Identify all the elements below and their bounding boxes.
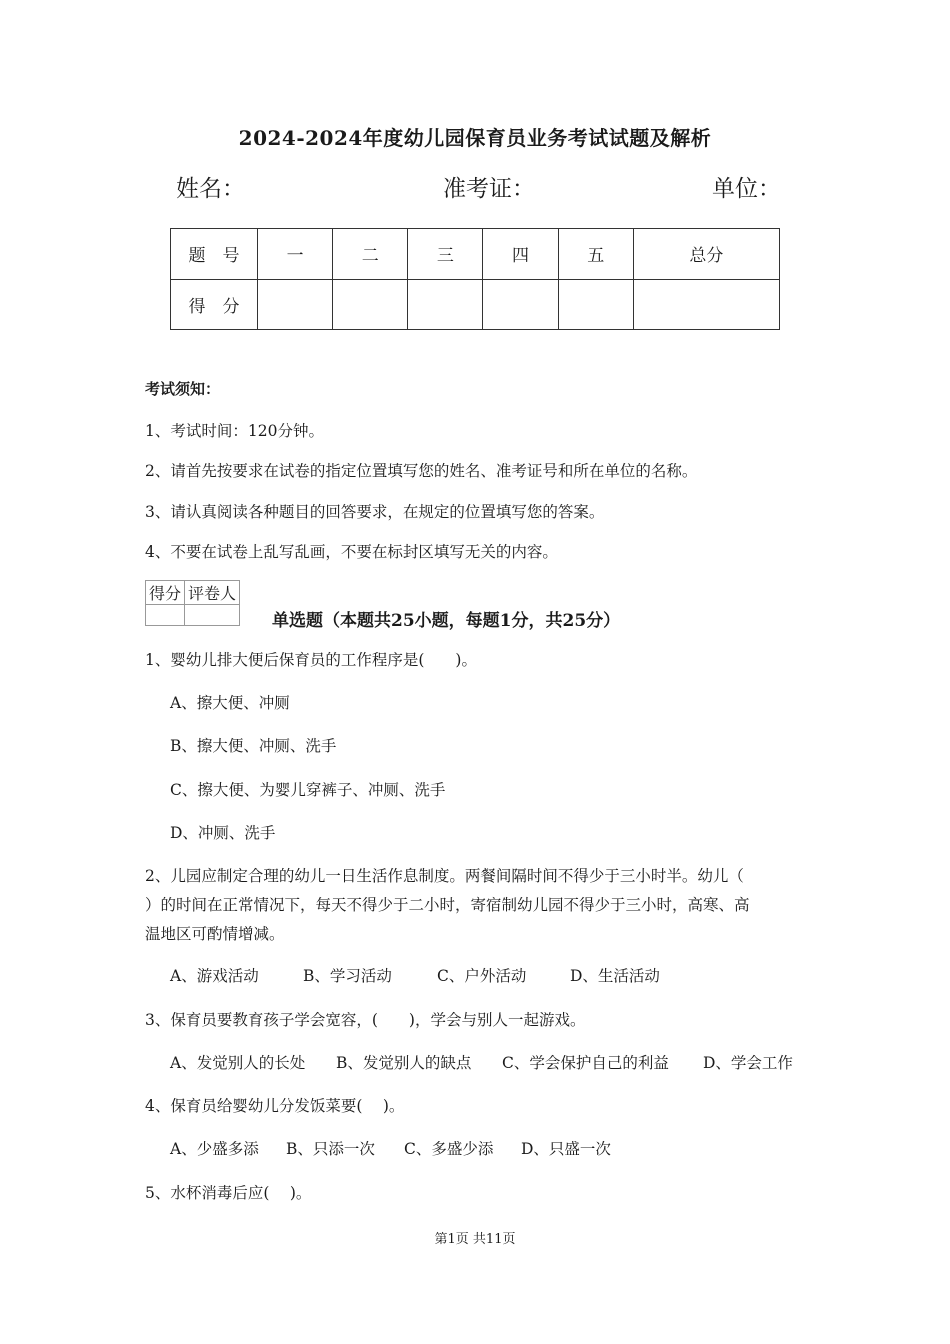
score-table-column: 总分 — [633, 229, 779, 280]
answer-option[interactable]: B、只添一次 — [286, 1140, 375, 1158]
answer-option[interactable]: D、生活活动 — [570, 967, 660, 985]
notice-item: 3、请认真阅读各种题目的回答要求，在规定的位置填写您的答案。 — [145, 503, 605, 521]
notice-title: 考试须知： — [145, 380, 221, 398]
score-table-column: 四 — [483, 229, 558, 280]
grader-score-label: 得分 — [146, 581, 185, 605]
answer-option[interactable]: C、多盛少添 — [404, 1140, 494, 1158]
score-cell[interactable] — [258, 279, 333, 330]
answer-option[interactable]: D、只盛一次 — [521, 1140, 611, 1158]
answer-option[interactable]: A、发觉别人的长处 — [170, 1054, 306, 1072]
question-text: 1、婴幼儿排大便后保育员的工作程序是( )。 — [145, 651, 477, 669]
answer-option[interactable]: A、擦大便、冲厕 — [170, 694, 290, 712]
notice-item: 4、不要在试卷上乱写乱画，不要在标封区填写无关的内容。 — [145, 543, 558, 561]
notice-item: 2、请首先按要求在试卷的指定位置填写您的姓名、准考证号和所在单位的名称。 — [145, 462, 698, 480]
answer-option[interactable]: C、擦大便、为婴儿穿裤子、冲厕、洗手 — [170, 781, 446, 799]
score-table-column: 三 — [408, 229, 483, 280]
answer-option[interactable]: D、学会工作 — [703, 1054, 793, 1072]
answer-option[interactable]: D、冲厕、洗手 — [170, 824, 276, 842]
answer-option[interactable]: B、发觉别人的缺点 — [336, 1054, 472, 1072]
question-text-line: 温地区可酌情增减。 — [145, 925, 285, 943]
answer-option[interactable]: A、游戏活动 — [170, 967, 259, 985]
notice-item: 1、考试时间：120分钟。 — [145, 422, 324, 440]
page-footer: 第1页 共11页 — [434, 1232, 516, 1247]
question-text: 4、保育员给婴幼儿分发饭菜要( )。 — [145, 1097, 405, 1115]
grader-score-cell[interactable] — [146, 605, 185, 626]
question-text: 3、保育员要教育孩子学会宽容，( )，学会与别人一起游戏。 — [145, 1011, 586, 1029]
section-heading: 单选题（本题共25小题，每题1分，共25分） — [272, 611, 621, 631]
answer-option[interactable]: B、擦大便、冲厕、洗手 — [170, 737, 337, 755]
score-cell[interactable] — [633, 279, 779, 330]
answer-option[interactable]: C、户外活动 — [437, 967, 527, 985]
score-cell[interactable] — [333, 279, 408, 330]
score-table-column: 一 — [258, 229, 333, 280]
answer-option-row — [170, 1051, 793, 1073]
question-text: 5、水杯消毒后应( )。 — [145, 1184, 312, 1202]
score-cell[interactable] — [558, 279, 633, 330]
unit-field-label: 单位： — [712, 176, 781, 202]
score-table-row-header: 题 号 — [171, 229, 258, 280]
score-table-column: 五 — [558, 229, 633, 280]
question-text-line: ）的时间在正常情况下，每天不得少于二小时，寄宿制幼儿园不得少于三小时，高寒、高 — [145, 896, 750, 914]
answer-option-row — [170, 964, 660, 986]
question-text-line: 2、儿园应制定合理的幼儿一日生活作息制度。两餐间隔时间不得少于三小时半。幼儿（ — [145, 867, 744, 885]
score-table — [170, 228, 780, 330]
answer-option[interactable]: C、学会保护自己的利益 — [502, 1054, 669, 1072]
grader-box — [145, 580, 240, 626]
answer-option-row — [170, 1137, 611, 1159]
score-cell[interactable] — [483, 279, 558, 330]
score-cell[interactable] — [408, 279, 483, 330]
answer-option[interactable]: A、少盛多添 — [170, 1140, 259, 1158]
score-table-row-header: 得 分 — [171, 279, 258, 330]
exam-id-field-label: 准考证： — [443, 176, 535, 202]
grader-name-cell[interactable] — [185, 605, 240, 626]
score-table-score-row — [171, 279, 780, 330]
score-table-header-row — [171, 229, 780, 280]
page-title: 2024-2024年度幼儿园保育员业务考试试题及解析 — [238, 126, 712, 150]
name-field-label: 姓名： — [176, 176, 245, 202]
score-table-column: 二 — [333, 229, 408, 280]
answer-option[interactable]: B、学习活动 — [303, 967, 392, 985]
grader-name-label: 评卷人 — [185, 581, 240, 605]
